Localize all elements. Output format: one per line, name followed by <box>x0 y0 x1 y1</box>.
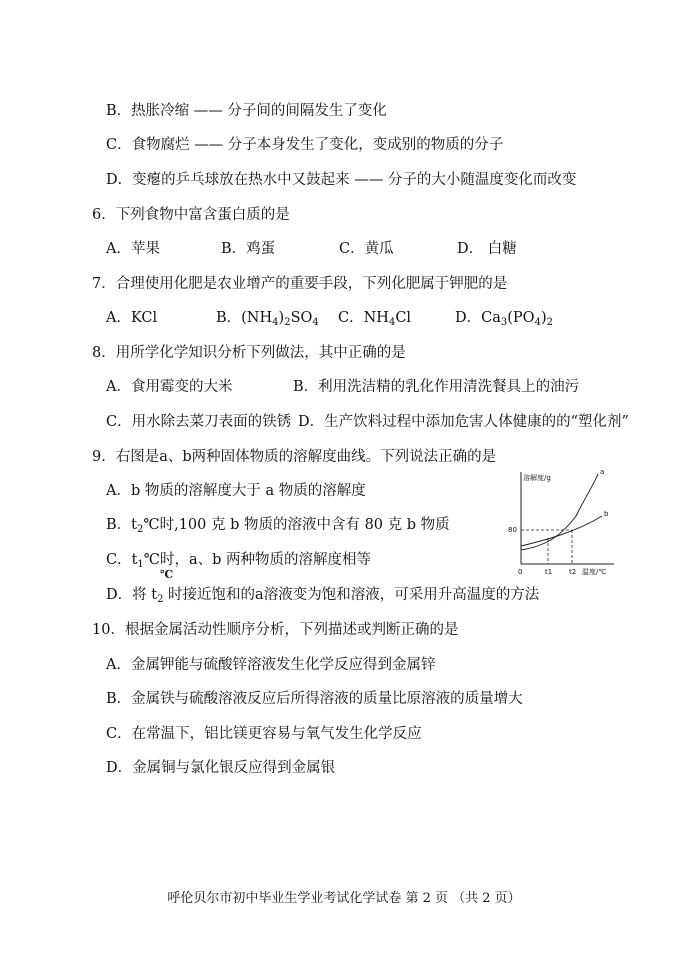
question-10: 10．根据金属活动性顺序分析，下列描述或判断正确的是 <box>92 622 459 638</box>
curve-a <box>521 474 598 550</box>
q6-option-c: C．黄瓜 <box>339 241 394 257</box>
q9-option-d: D．将 $t_2$ 时接近饱和的a溶液变为饱和溶液，可采用升高温度的方法 <box>106 587 540 605</box>
curve-a-label: a <box>600 468 605 476</box>
q10-option-a: A．金属钾能与硫酸锌溶液发生化学反应得到金属锌 <box>106 657 436 673</box>
question-7: 7．合理使用化肥是农业增产的重要手段，下列化肥属于钾肥的是 <box>92 276 508 292</box>
q6-option-b: B．鸡蛋 <box>221 241 276 257</box>
q7-option-b: B．$(NH_4)_2SO_4$ <box>216 310 319 328</box>
q8-option-a: A．食用霉变的大米 <box>106 379 233 395</box>
q8-option-d: D．生产饮料过程中添加危害人体健康的的“塑化剂” <box>298 414 629 430</box>
q9-option-a: A．b 物质的溶解度大于 a 物质的溶解度 <box>106 483 366 499</box>
q7-option-d: D．$Ca_3(PO_4)_2$ <box>455 310 553 328</box>
x-axis-label: 温度/℃ <box>582 568 607 576</box>
q8-option-b: B．利用洗洁精的乳化作用清洗餐具上的油污 <box>293 379 580 395</box>
question-8: 8．用所学化学知识分析下列做法，其中正确的是 <box>92 345 406 361</box>
q10-option-b: B．金属铁与硫酸溶液反应后所得溶液的质量比原溶液的质量增大 <box>106 691 523 707</box>
q8-option-c: C．用水除去菜刀表面的铁锈 <box>106 414 292 430</box>
q6-option-a: A．苹果 <box>106 241 160 257</box>
x-tick-t2: t2 <box>569 568 577 576</box>
curve-b-label: b <box>604 510 609 518</box>
question-9: 9．右图是a、b两种固体物质的溶解度曲线。下列说法正确的是 <box>92 449 497 465</box>
q10-option-d: D．金属铜与氯化银反应得到金属银 <box>106 760 336 776</box>
option-b-line: B．热胀冷缩 —— 分子间的间隔发生了变化 <box>106 103 387 119</box>
q9-option-b: B．$t_2℃$时,100 克 b 物质的溶液中含有 80 克 b 物质 <box>106 517 450 535</box>
curve-b <box>521 516 602 546</box>
q10-option-c: C．在常温下，铝比镁更容易与氧气发生化学反应 <box>106 726 422 742</box>
page-footer: 呼伦贝尔市初中毕业生学业考试化学试卷 第 2 页 （共 2 页） <box>167 891 521 906</box>
y-tick-80: 80 <box>508 526 517 534</box>
option-d-line: D．变瘪的乒乓球放在热水中又鼓起来 —— 分子的大小随温度变化而改变 <box>106 172 577 188</box>
q7-option-c: C．$NH_4Cl$ <box>338 310 412 328</box>
q7-option-a: A．KCl <box>106 310 158 326</box>
degree-celsius-mark: ℃ <box>160 568 174 581</box>
question-6: 6．下列食物中富含蛋白质的是 <box>92 207 290 223</box>
y-axis-label: 溶解度/g <box>523 474 551 482</box>
q9-option-c: C．$t_1℃$时，a、b 两种物质的溶解度相等 <box>106 552 372 570</box>
x-tick-t1: t1 <box>545 568 553 576</box>
option-c-line: C．食物腐烂 —— 分子本身发生了变化，变成别的物质的分子 <box>106 137 504 153</box>
q6-option-d: D． 白糖 <box>457 241 517 257</box>
origin-label: 0 <box>518 568 523 576</box>
solubility-curve-figure <box>506 466 626 586</box>
